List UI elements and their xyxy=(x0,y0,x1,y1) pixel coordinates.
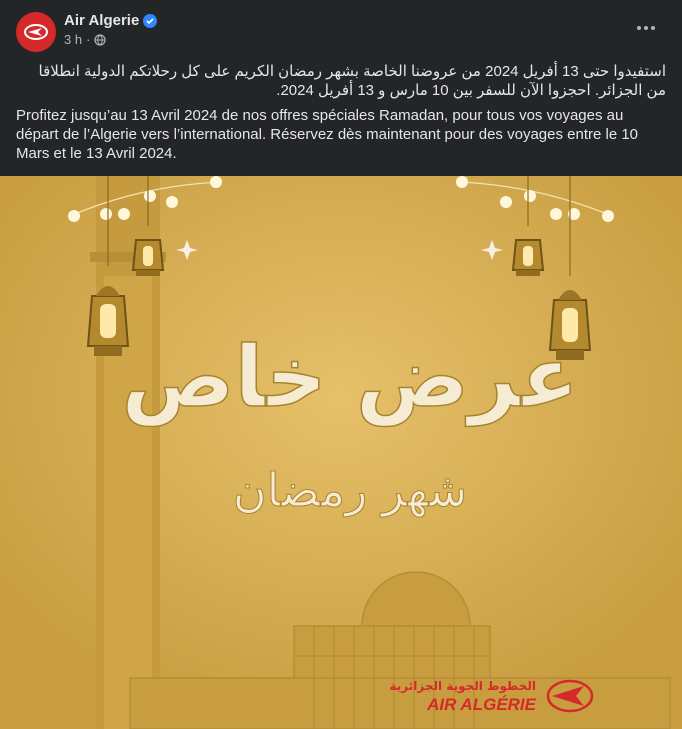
dot-icon xyxy=(651,26,655,30)
post-header xyxy=(0,0,682,56)
separator-dot: · xyxy=(86,32,91,47)
globe-icon xyxy=(94,34,106,46)
more-options-button[interactable] xyxy=(630,16,662,40)
post-meta xyxy=(64,32,106,47)
dot-icon xyxy=(644,26,648,30)
page-name-label[interactable]: Air Algerie xyxy=(64,12,140,29)
brand-text-latin: AIR ALGÉRIE xyxy=(427,695,536,714)
ramadan-offer-artwork xyxy=(0,176,682,729)
post-text-french: Profitez jusqu’au 13 Avril 2024 de nos offres spéciales Ramadan, pour tous vos voyages au départ de l’Algerie vers l’international. Réservez dès maintenant pour des voyages entre le 10 Mars et le 13 Avril 2024. xyxy=(16,107,639,162)
brand-text-arabic: الخطوط الجوية الجزائرية xyxy=(389,679,536,693)
post-image[interactable] xyxy=(0,176,682,729)
subheadline-calligraphy: شهر رمضان xyxy=(232,463,468,517)
post-text-arabic: استفيدوا حتى 13 أفريل 2024 من عروضنا الخاصة بشهر رمضان الكريم على كل رحلاتكم الدولية انطلاقا من الجزائر. احجزوا الآن للسفر بين 10 مارس و 13 أفريل 2024. xyxy=(38,63,666,99)
page-avatar[interactable] xyxy=(16,12,56,52)
dot-icon xyxy=(637,26,641,30)
verified-badge-icon xyxy=(143,14,157,28)
headline-calligraphy: عرض خاص xyxy=(121,328,579,426)
post-time[interactable]: 3 h xyxy=(64,32,83,47)
page-name[interactable] xyxy=(64,12,157,29)
air-algerie-logo-icon xyxy=(22,18,50,46)
